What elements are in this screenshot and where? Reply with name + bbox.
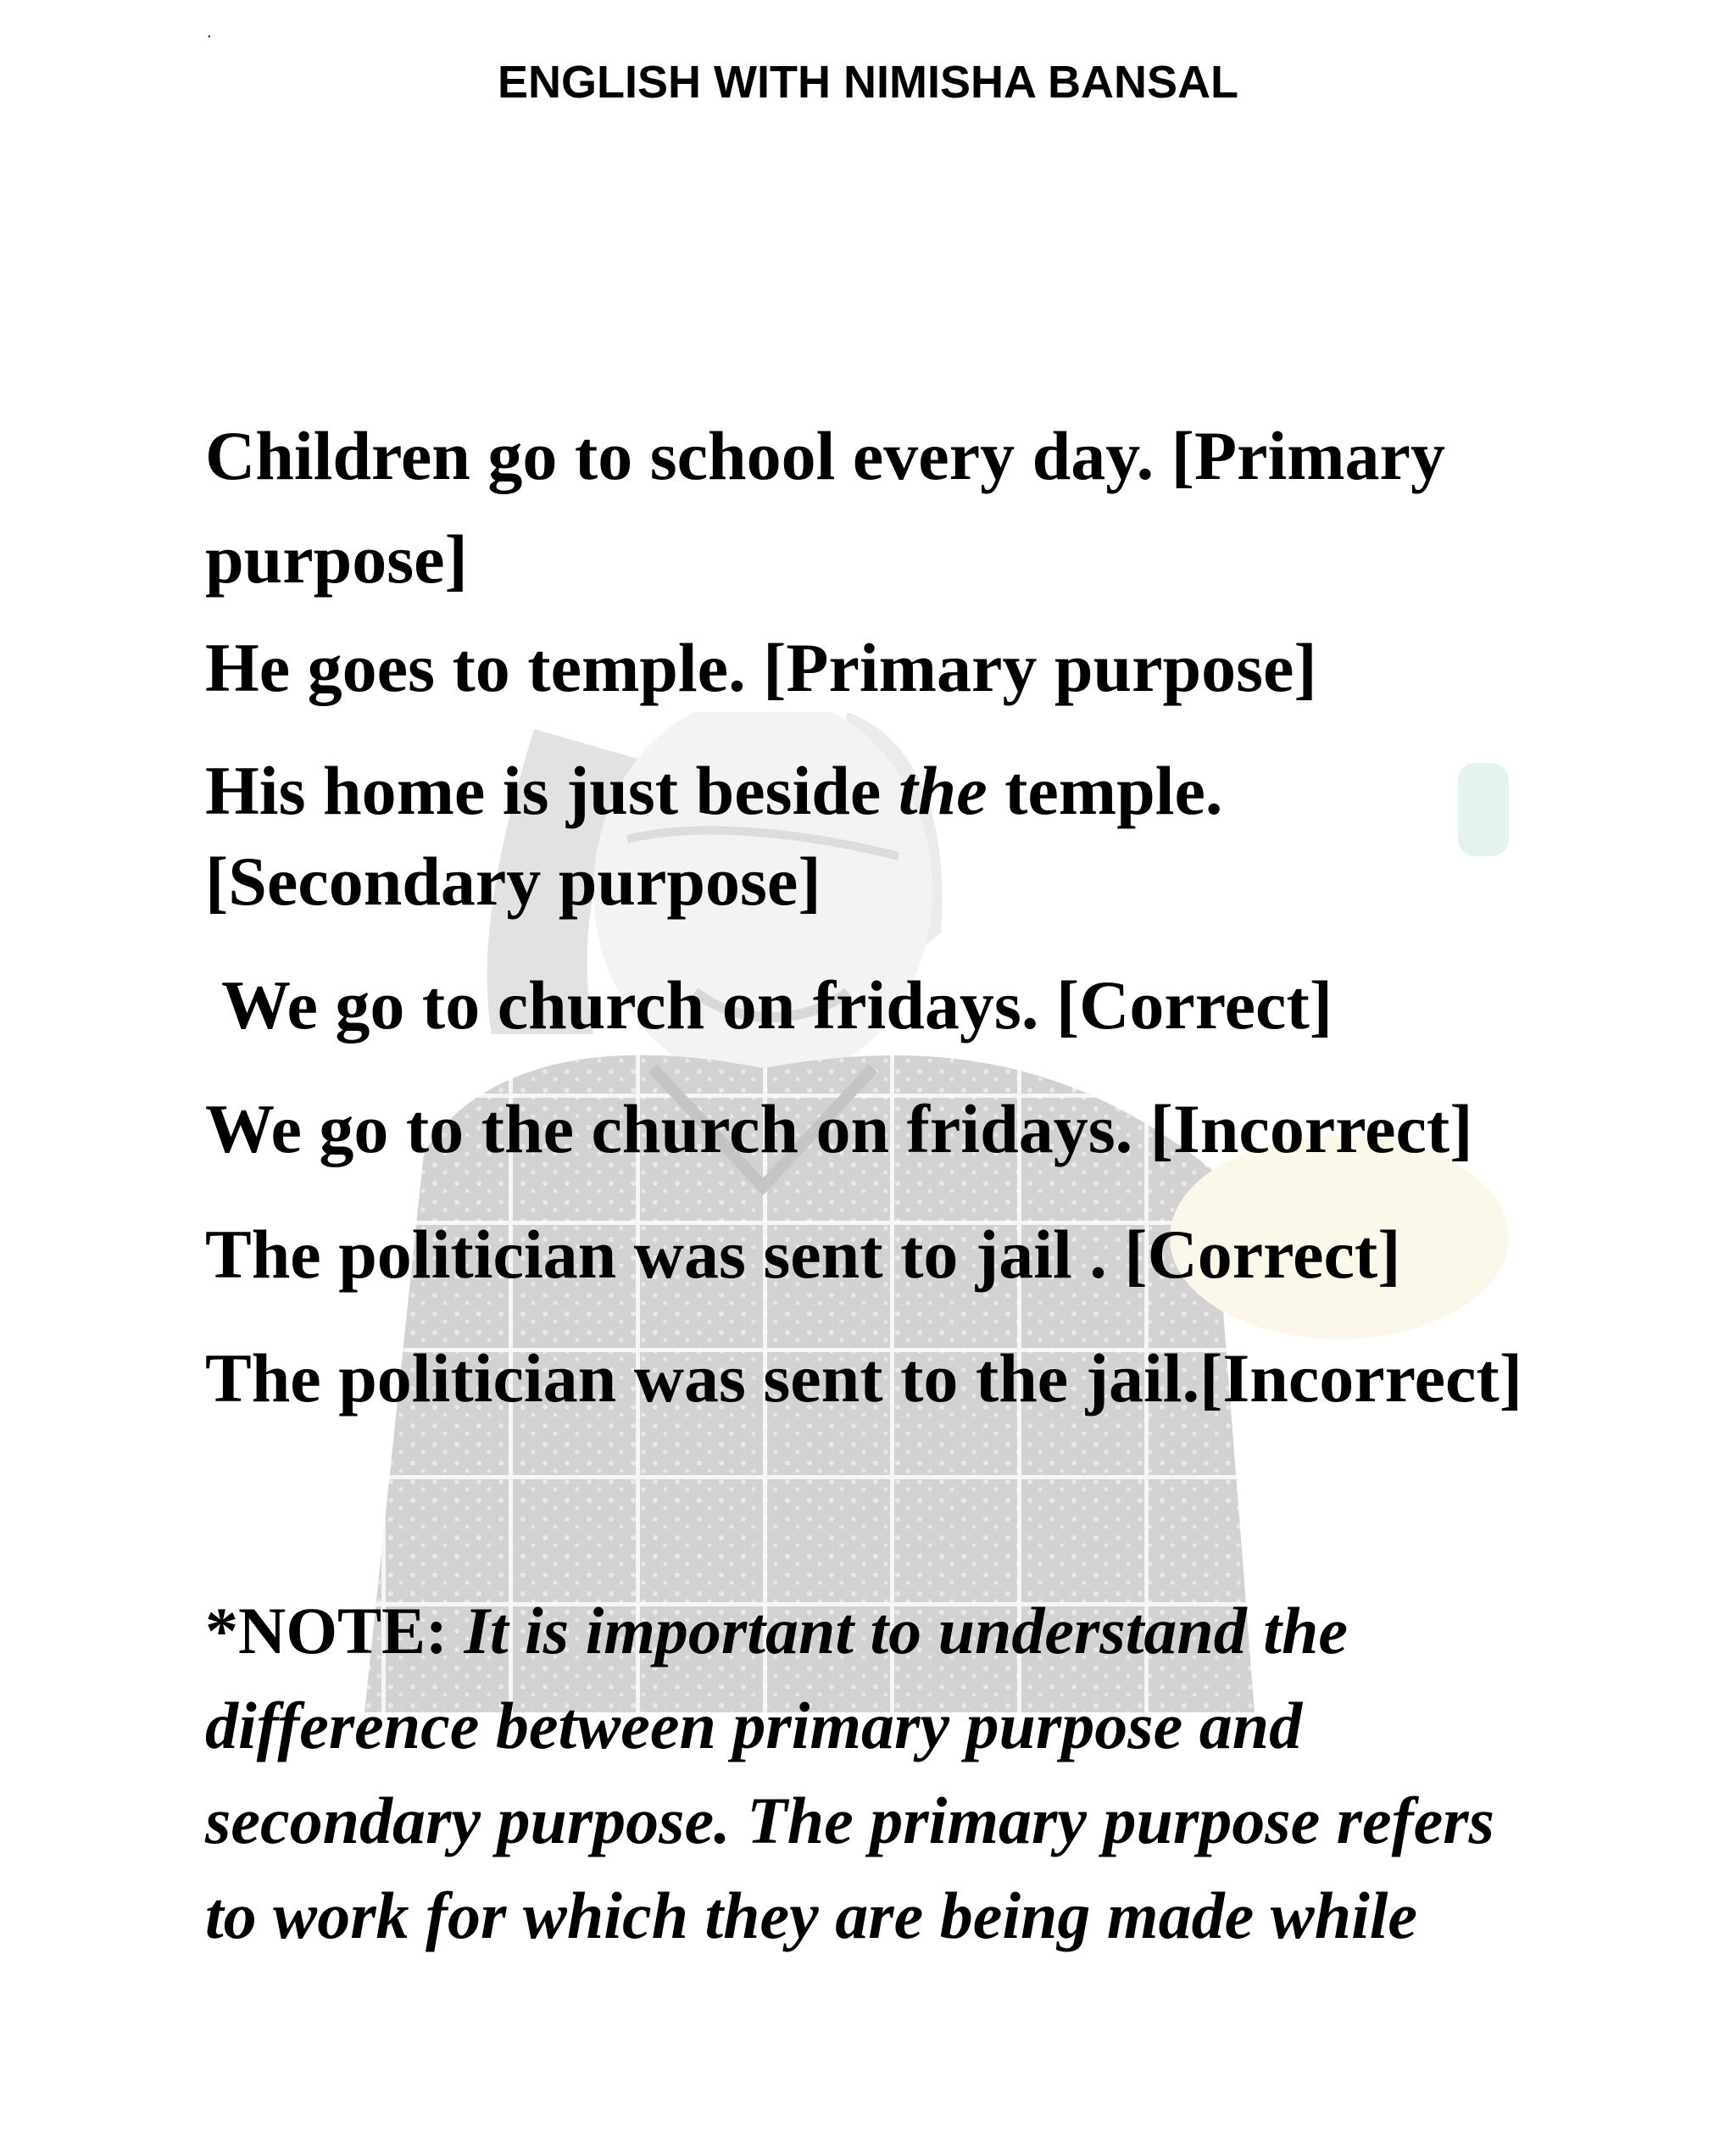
example-line: We go to church on fridays. [Correct] [205, 966, 1333, 1044]
emphasized-article: the [898, 752, 988, 829]
example-line: He goes to temple. [Primary purpose] [205, 629, 1317, 706]
line-text: temple. [987, 752, 1223, 829]
example-line: We go to the church on fridays. [Incorrect] [205, 1090, 1473, 1167]
corner-mark: . [207, 23, 212, 42]
note-text: It is important to understand the [464, 1594, 1348, 1667]
note-line: difference between primary purpose and [205, 1689, 1303, 1762]
example-line: purpose] [205, 520, 468, 598]
line-text: His home is just beside [205, 752, 899, 829]
page-header: ENGLISH WITH NIMISHA BANSAL [498, 57, 1238, 108]
example-line: [Secondary purpose] [205, 843, 821, 920]
example-line: The politician was sent to the jail.[Incorrect] [205, 1339, 1522, 1417]
note-line: to work for which they are being made while [205, 1879, 1418, 1952]
example-line: The politician was sent to jail . [Correct] [205, 1216, 1401, 1293]
example-line: Children go to school every day. [Primary [205, 417, 1445, 494]
note-label: *NOTE: [205, 1594, 465, 1667]
example-line [205, 749, 1222, 833]
note-line [205, 1589, 1348, 1673]
note-line: secondary purpose. The primary purpose refers [205, 1784, 1494, 1857]
